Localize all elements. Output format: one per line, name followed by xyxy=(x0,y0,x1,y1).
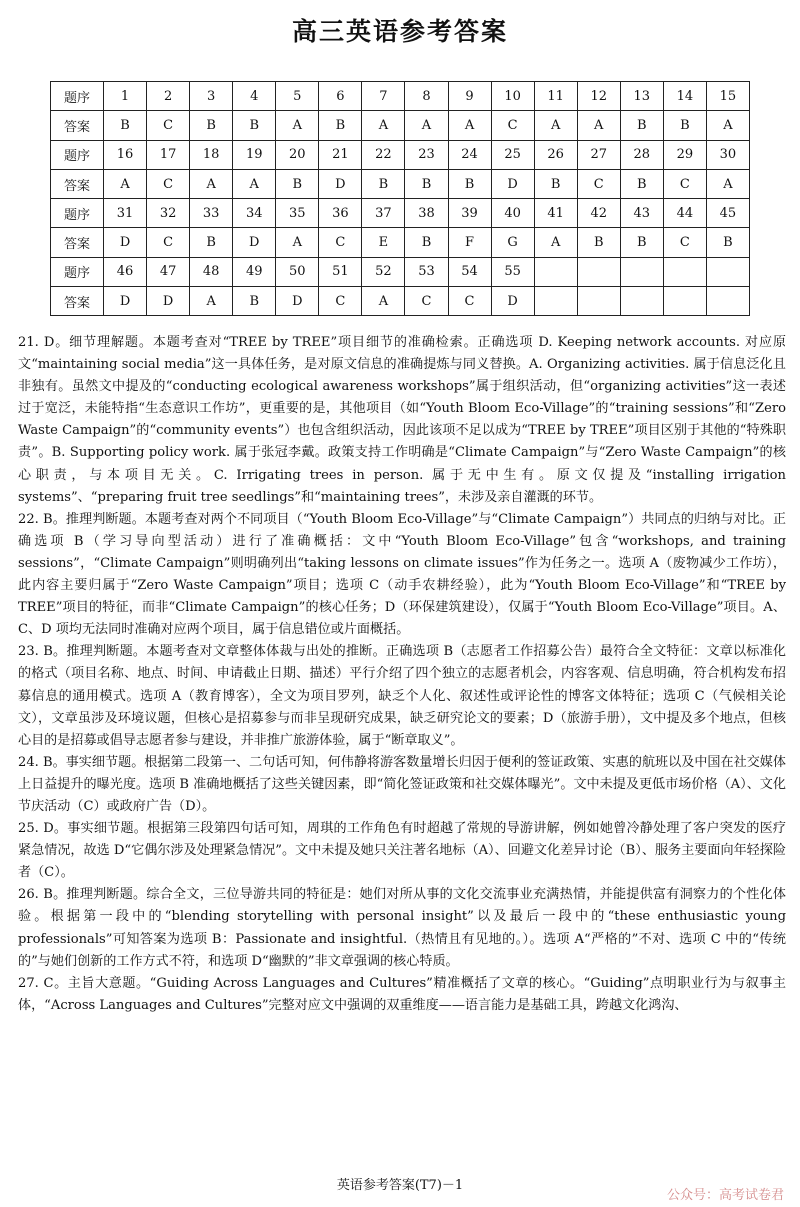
table-cell: A xyxy=(362,111,405,140)
table-cell: 52 xyxy=(362,257,405,286)
table-cell: A xyxy=(448,111,491,140)
table-cell: E xyxy=(362,228,405,257)
table-cell: B xyxy=(362,169,405,198)
table-cell: 50 xyxy=(276,257,319,286)
explanations-section xyxy=(18,332,786,1017)
table-cell: 21 xyxy=(319,140,362,169)
row-label: 题序 xyxy=(51,199,104,228)
table-row xyxy=(51,228,750,257)
table-cell: B xyxy=(190,111,233,140)
table-cell: 44 xyxy=(663,199,706,228)
table-cell: D xyxy=(147,287,190,316)
table-cell: 41 xyxy=(534,199,577,228)
table-cell: D xyxy=(491,287,534,316)
table-cell: 27 xyxy=(577,140,620,169)
table-cell: C xyxy=(319,228,362,257)
table-cell: 33 xyxy=(190,199,233,228)
table-cell: 25 xyxy=(491,140,534,169)
table-cell: 2 xyxy=(147,82,190,111)
explanation-paragraph: 21. D。细节理解题。本题考查对“TREE by TREE”项目细节的准确检索。正确选项 D. Keeping network accounts. 对应原文“maintaining social media”这一具体任务，是对原文信息的准确提炼与同义替换。A. Organizing activities. 属于信息泛化且非独有。虽然文中提及的“conducting ecological awareness workshops”属于组织活动，但“organizing activities”这一表述过于宽泛，未能特指“生态意识工作坊”，更重要的是，其他项目（如“Youth Bloom Eco-Village”的“training sessions”和“Zero Waste Campaign”的“community events”）也包含组织活动，因此该项不足以成为“TREE by TREE”项目区别于其他的“特殊职责”。B. Supporting policy work. 属于张冠李戴。政策支持工作明确是“Climate Campaign”与“Zero Waste Campaign”的核心职责，与本项目无关。C. Irrigating trees in person. 属于无中生有。原文仅提及“installing irrigation systems”、“preparing fruit tree seedlings”和“maintaining trees”，未涉及亲自灌溉的环节。 xyxy=(18,335,786,505)
table-cell xyxy=(534,257,577,286)
table-cell: 42 xyxy=(577,199,620,228)
table-cell: C xyxy=(663,169,706,198)
table-cell xyxy=(663,257,706,286)
row-label: 答案 xyxy=(51,169,104,198)
table-cell: 49 xyxy=(233,257,276,286)
answer-key-table xyxy=(50,81,750,316)
table-cell: 38 xyxy=(405,199,448,228)
table-cell: D xyxy=(491,169,534,198)
table-cell xyxy=(706,257,749,286)
table-cell: A xyxy=(534,228,577,257)
table-cell: B xyxy=(577,228,620,257)
table-cell: 40 xyxy=(491,199,534,228)
table-cell: 7 xyxy=(362,82,405,111)
table-cell: 15 xyxy=(706,82,749,111)
explanation-paragraph: 22. B。推理判断题。本题考查对两个不同项目（“Youth Bloom Eco-Village”与“Climate Campaign”）共同点的归纳与对比。正确选项 B（学习导向型活动）进行了准确概括：文中“Youth Bloom Eco-Village”包含“workshops, and training sessions”，“Climate Campaign”则明确列出“taking lessons on climate issues”作为任务之一。选项 A（废物减少工作坊），此内容主要归属于“Zero Waste Campaign”项目；选项 C（动手农耕经验），此为“Youth Bloom Eco-Village”和“TREE by TREE”项目的特征，而非“Climate Campaign”的核心任务；D（环保建筑建设），仅属于“Youth Bloom Eco-Village”项目。A、C、D 项均无法同时准确对应两个项目，属于信息错位或片面概括。 xyxy=(18,511,786,638)
explanation-paragraph: 26. B。推理判断题。综合全文，三位导游共同的特征是：她们对所从事的文化交流事业充满热情，并能提供富有洞察力的个性化体验。根据第一段中的“blending storytelling with personal insight”以及最后一段中的“these enthusiastic young professionals”可知答案为选项 B：Passionate and insightful.（热情且有见地的。）。选项 A“严格的”不对、选项 C 中的“传统的”与她们创新的工作方式不符，和选项 D“幽默的”非文章强调的核心特质。 xyxy=(18,887,786,969)
table-cell: D xyxy=(104,228,147,257)
table-cell: B xyxy=(276,169,319,198)
table-cell: D xyxy=(319,169,362,198)
table-cell: 14 xyxy=(663,82,706,111)
row-label: 答案 xyxy=(51,287,104,316)
table-cell: B xyxy=(620,111,663,140)
table-cell: 18 xyxy=(190,140,233,169)
table-cell: B xyxy=(233,287,276,316)
table-cell: 53 xyxy=(405,257,448,286)
table-cell: C xyxy=(448,287,491,316)
table-cell: A xyxy=(276,111,319,140)
table-cell: D xyxy=(276,287,319,316)
row-label: 题序 xyxy=(51,140,104,169)
table-cell: 24 xyxy=(448,140,491,169)
table-cell xyxy=(577,257,620,286)
table-cell: 36 xyxy=(319,199,362,228)
table-cell xyxy=(620,287,663,316)
table-cell: 4 xyxy=(233,82,276,111)
table-cell: A xyxy=(190,287,233,316)
table-cell: B xyxy=(190,228,233,257)
table-cell: F xyxy=(448,228,491,257)
table-cell: 45 xyxy=(706,199,749,228)
table-cell: 31 xyxy=(104,199,147,228)
table-cell: 16 xyxy=(104,140,147,169)
table-cell: B xyxy=(534,169,577,198)
table-row xyxy=(51,257,750,286)
table-cell: B xyxy=(319,111,362,140)
table-cell: 47 xyxy=(147,257,190,286)
table-cell: A xyxy=(190,169,233,198)
table-cell: 30 xyxy=(706,140,749,169)
table-cell: 1 xyxy=(104,82,147,111)
table-cell: 48 xyxy=(190,257,233,286)
table-cell: A xyxy=(577,111,620,140)
table-cell xyxy=(663,287,706,316)
table-cell: A xyxy=(233,169,276,198)
table-cell xyxy=(577,287,620,316)
table-cell: 22 xyxy=(362,140,405,169)
table-cell: 28 xyxy=(620,140,663,169)
row-label: 答案 xyxy=(51,111,104,140)
table-cell: A xyxy=(706,169,749,198)
table-cell: C xyxy=(147,111,190,140)
table-cell: C xyxy=(491,111,534,140)
explanation-paragraph: 25. D。事实细节题。根据第三段第四句话可知，周琪的工作角色有时超越了常规的导游讲解，例如她曾冷静处理了客户突发的医疗紧急情况，故选 D“它偶尔涉及处理紧急情况”。文中未提及她只关注著名地标（A）、回避文化差异讨论（B）、服务主要面向年轻探险者（C）。 xyxy=(18,821,786,881)
table-cell: 6 xyxy=(319,82,362,111)
table-cell: B xyxy=(104,111,147,140)
table-cell: D xyxy=(104,287,147,316)
table-cell: 10 xyxy=(491,82,534,111)
page-footer: 英语参考答案(T7)－1 xyxy=(336,1178,464,1193)
table-cell xyxy=(620,257,663,286)
table-cell: 17 xyxy=(147,140,190,169)
table-row xyxy=(51,287,750,316)
table-cell: 55 xyxy=(491,257,534,286)
table-cell: B xyxy=(620,228,663,257)
table-cell: 5 xyxy=(276,82,319,111)
table-cell: A xyxy=(276,228,319,257)
table-cell: 35 xyxy=(276,199,319,228)
table-cell: A xyxy=(362,287,405,316)
table-row xyxy=(51,140,750,169)
table-cell: B xyxy=(233,111,276,140)
table-cell: 34 xyxy=(233,199,276,228)
table-cell: G xyxy=(491,228,534,257)
table-cell: A xyxy=(534,111,577,140)
table-row xyxy=(51,199,750,228)
table-cell: 12 xyxy=(577,82,620,111)
table-cell xyxy=(534,287,577,316)
explanation-paragraph: 24. B。事实细节题。根据第二段第一、二句话可知，何伟静将游客数量增长归因于便利的签证政策、实惠的航班以及中国在社交媒体上日益提升的曝光度。选项 B 准确地概括了这些关键因素，即“简化签证政策和社交媒体曝光”。文中未提及更低市场价格（A）、文化节庆活动（C）或政府广告（D）。 xyxy=(18,754,786,814)
table-cell: C xyxy=(319,287,362,316)
table-cell: 8 xyxy=(405,82,448,111)
table-cell: 54 xyxy=(448,257,491,286)
table-cell: B xyxy=(405,169,448,198)
table-cell: 3 xyxy=(190,82,233,111)
table-cell: C xyxy=(405,287,448,316)
table-cell: 46 xyxy=(104,257,147,286)
row-label: 题序 xyxy=(51,82,104,111)
table-cell: 26 xyxy=(534,140,577,169)
table-cell: 29 xyxy=(663,140,706,169)
table-cell: A xyxy=(104,169,147,198)
explanation-paragraph: 23. B。推理判断题。本题考查对文章整体体裁与出处的推断。正确选项 B（志愿者工作招募公告）最符合全文特征：文章以标准化的格式（项目名称、地点、时间、申请截止日期、描述）平行介绍了四个独立的志愿者机会，内容客观、信息明确，符合机构发布招募信息的通用模式。选项 A（教育博客），全文为项目罗列，缺乏个人化、叙述性或评论性的博客文体特征；选项 C（气候相关论文），文章虽涉及环境议题，但核心是招募参与而非呈现研究成果，缺乏研究论文的要素；D（旅游手册），文中提及多个地点，但核心目的是招募或倡导志愿者参与建设，并非推广旅游体验，属于“断章取义”。 xyxy=(18,644,786,748)
table-cell xyxy=(706,287,749,316)
table-cell: D xyxy=(233,228,276,257)
explanation-paragraph: 27. C。主旨大意题。“Guiding Across Languages and Cultures”精准概括了文章的核心。“Guiding”点明职业行为与叙事主体，“Across Languages and Cultures”完整对应文中强调的双重维度——语言能力是基础工具，跨越文化鸿沟、 xyxy=(18,975,786,1013)
table-cell: 51 xyxy=(319,257,362,286)
table-cell: 23 xyxy=(405,140,448,169)
table-cell: B xyxy=(663,111,706,140)
table-cell: 37 xyxy=(362,199,405,228)
table-row xyxy=(51,169,750,198)
table-cell: C xyxy=(663,228,706,257)
table-row xyxy=(51,111,750,140)
row-label: 题序 xyxy=(51,257,104,286)
table-cell: 20 xyxy=(276,140,319,169)
table-cell: 43 xyxy=(620,199,663,228)
table-cell: 13 xyxy=(620,82,663,111)
table-cell: 19 xyxy=(233,140,276,169)
page-title: 高三英语参考答案 xyxy=(291,17,508,46)
table-cell: B xyxy=(448,169,491,198)
table-cell: A xyxy=(706,111,749,140)
table-cell: C xyxy=(577,169,620,198)
table-cell: B xyxy=(620,169,663,198)
table-cell: 9 xyxy=(448,82,491,111)
watermark-text: 公众号：高考试卷君 xyxy=(666,1188,784,1203)
table-cell: 39 xyxy=(448,199,491,228)
table-cell: C xyxy=(147,228,190,257)
table-cell: B xyxy=(405,228,448,257)
table-cell: 11 xyxy=(534,82,577,111)
row-label: 答案 xyxy=(51,228,104,257)
table-cell: A xyxy=(405,111,448,140)
table-cell: 32 xyxy=(147,199,190,228)
table-cell: C xyxy=(147,169,190,198)
table-row xyxy=(51,82,750,111)
table-cell: B xyxy=(706,228,749,257)
